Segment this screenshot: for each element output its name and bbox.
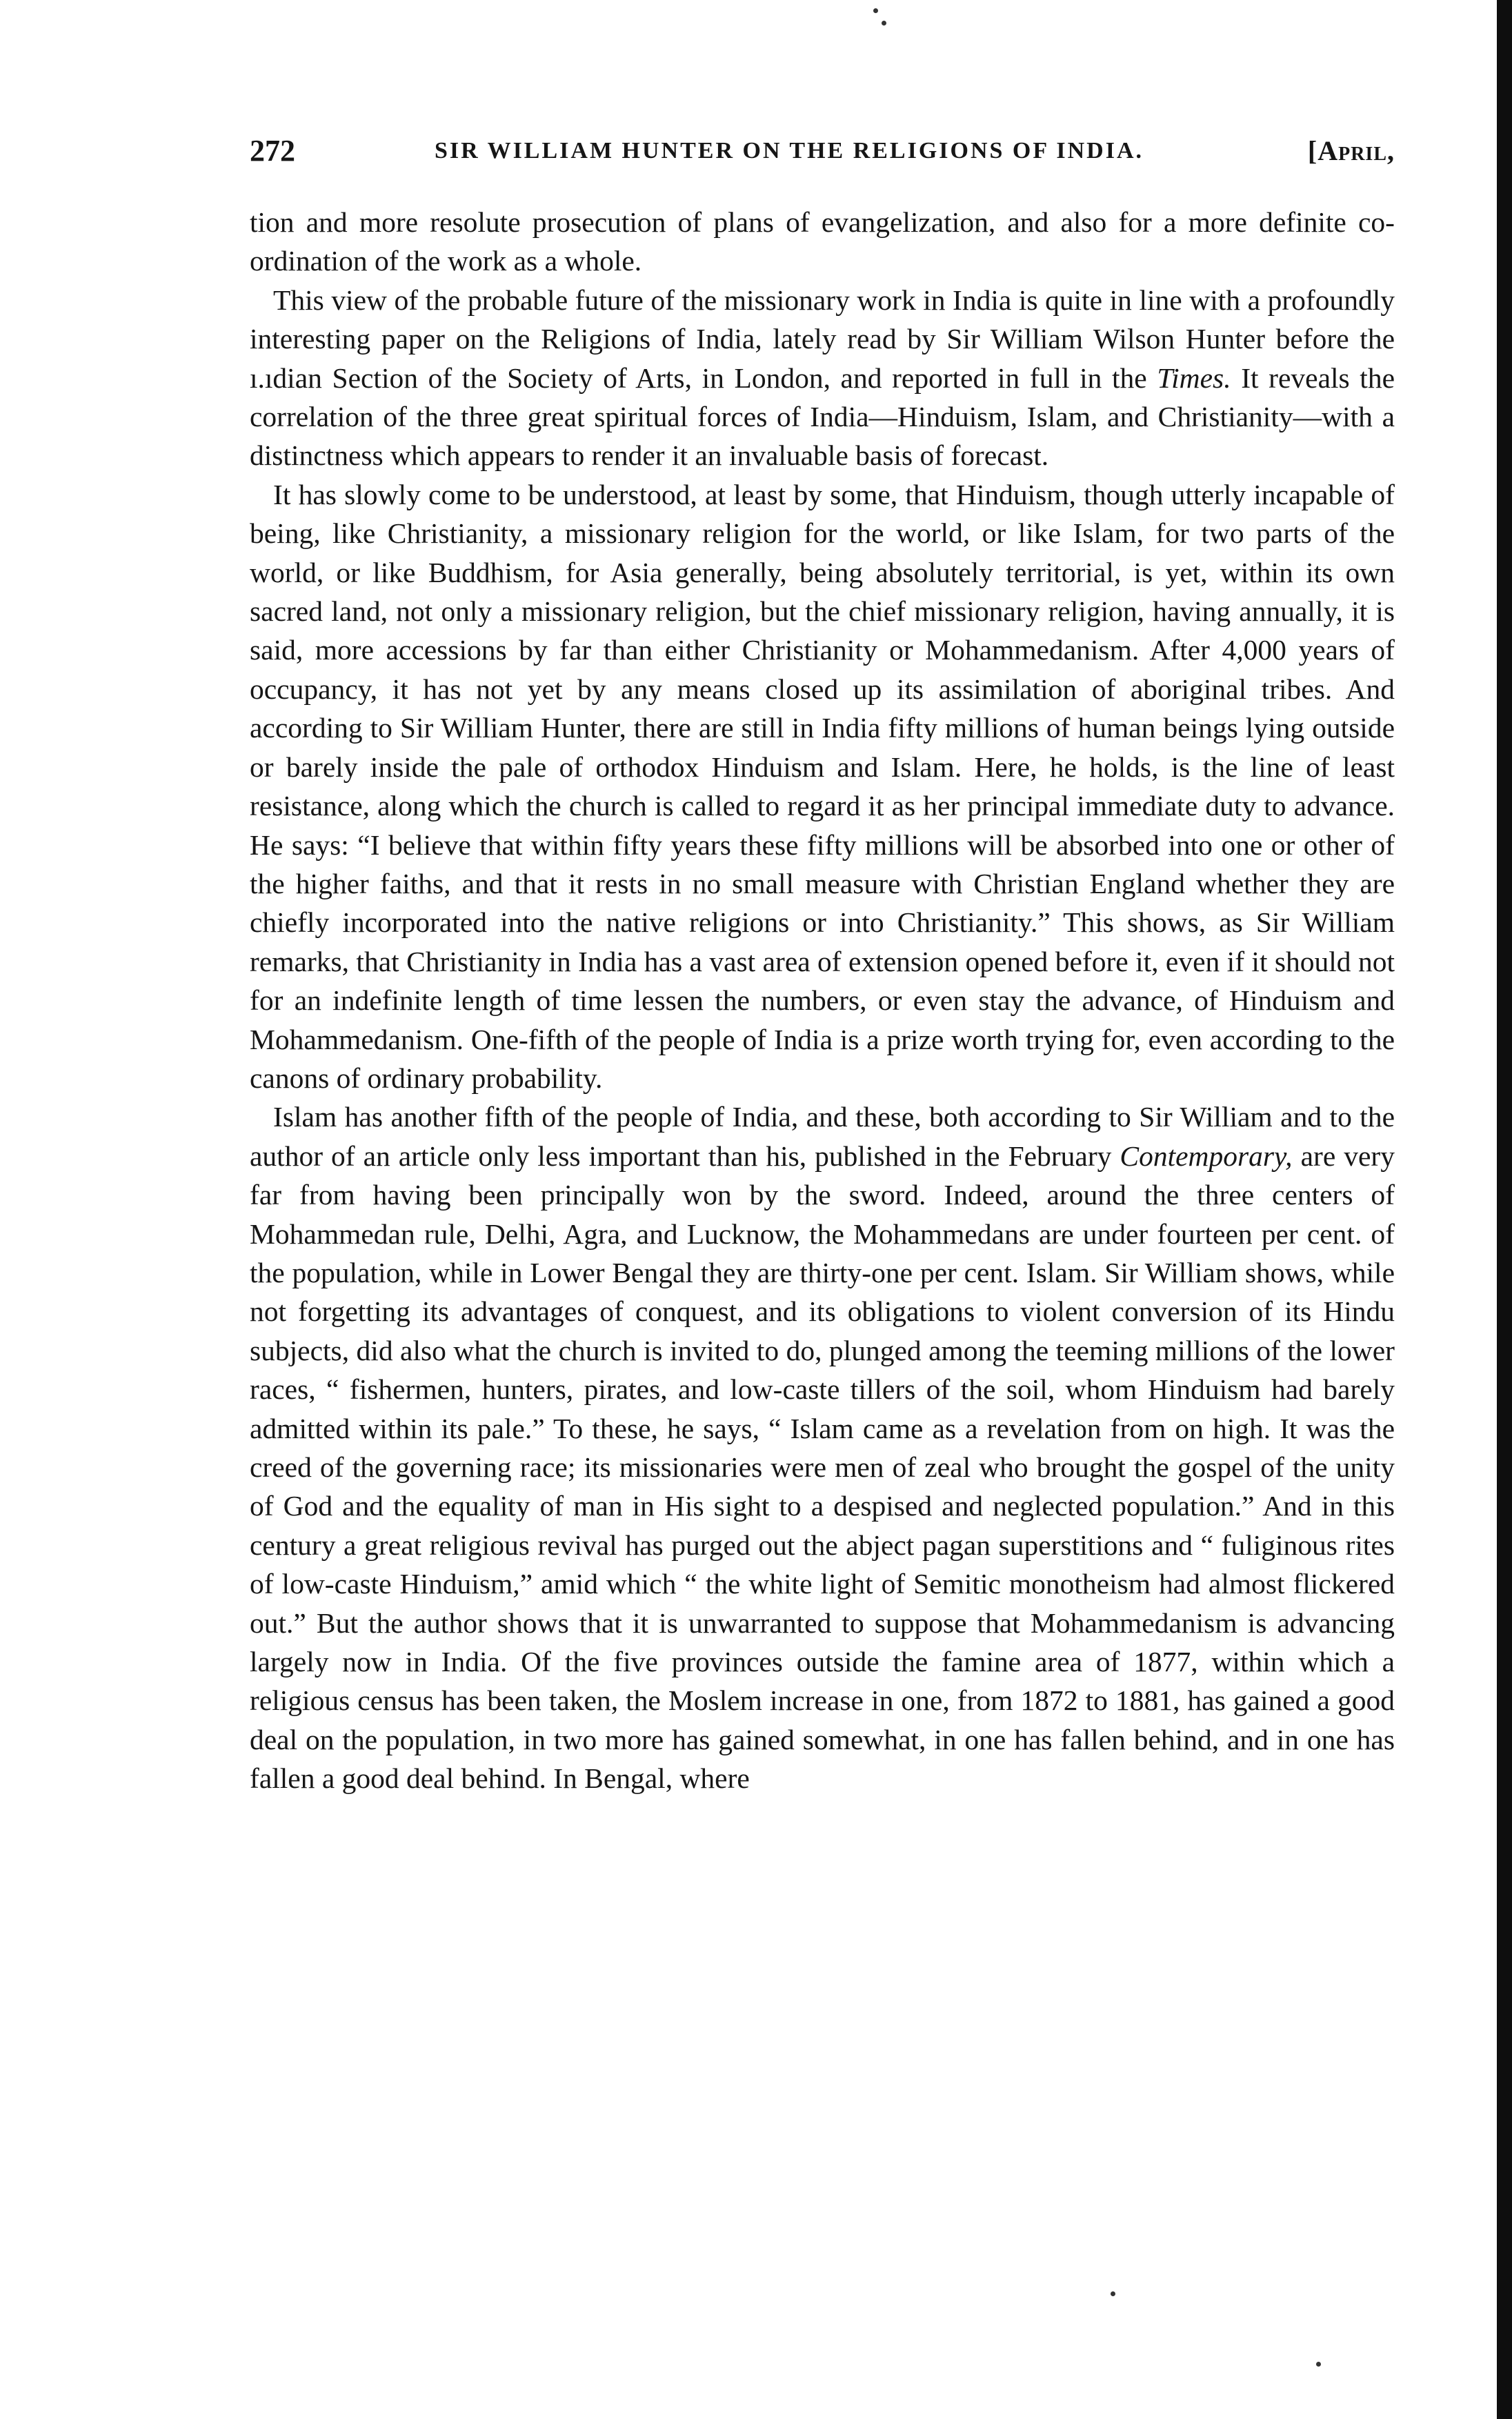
running-head xyxy=(250,130,1395,172)
issue-mark: [April, xyxy=(1307,135,1395,166)
running-title: SIR WILLIAM HUNTER ON THE RELIGIONS OF INDIA. xyxy=(435,138,1144,163)
page-edge-shadow xyxy=(1497,0,1512,2419)
scan-speck xyxy=(873,8,878,13)
article-body xyxy=(250,203,1395,1798)
document-page xyxy=(250,130,1395,1798)
scan-speck xyxy=(882,21,886,26)
paragraph xyxy=(250,475,1395,1098)
paragraph-text: Islam has another fifth of the people of India, and these, both according to Sir William and to the author of an article only less important than his, published in the February xyxy=(250,1101,1395,1172)
paragraph-text: are very far from having been principally won by the sword. Indeed, around the three centers of Mohammedan rule, Delhi, Agra, and Lucknow, the Mohammedans are under fourteen per cent. of the population, while in Lower Bengal they are thirty-one per cent. Islam. Sir William shows, while not forgetting its advantages of conquest, and its obligations to violent conversion of its Hindu subjects, did also what the church is invited to do, plunged among the teeming millions of the lower races, “ fishermen, hunters, pirates, and low-caste tillers of the soil, whom Hinduism had barely admitted within its pale.” To these, he says, “ Islam came as a revelation from on high. It was the creed of the governing race; its missionaries were men of zeal who brought the gospel of the unity of God and the equality of man in His sight to a despised and neglected population.” And in this century a great religious revival has purged out the abject pagan superstitions and “ fuliginous rites of low-caste Hinduism,” amid which “ the white light of Semitic monotheism had almost flickered out.” But the author shows that it is unwarranted to suppose that Mohammedanism is advancing largely now in India. Of the five provinces outside the famine area of 1877, within which a religious census has been taken, the Moslem increase in one, from 1872 to 1881, has gained a good deal on the population, in two more has gained somewhat, in one has fallen behind, and in one has fallen a good deal behind. In Bengal, where xyxy=(250,1139,1395,1795)
paragraph xyxy=(250,1097,1395,1798)
italic-title: Contemporary, xyxy=(1120,1139,1293,1172)
paragraph-text: This view of the probable future of the missionary work in India is quite in line with a profoundly interesting paper on the Religions of India, lately read by Sir William Wilson Hunter before the ı.ıdian Section of the Society of Arts, in London, and reported in full in the xyxy=(250,283,1395,394)
paragraph-text: tion and more resolute prosecution of plans of evangelization, and also for a more definite co-ordination of the work as a whole. xyxy=(250,206,1395,277)
scan-speck xyxy=(1111,2291,1115,2296)
paragraph-text: It has slowly come to be understood, at least by some, that Hinduism, though utterly incapable of being, like Christianity, a missionary religion for the world, or like Islam, for two parts of the world, or like Buddhism, for Asia generally, being absolutely territorial, is yet, within its own sacred land, not only a missionary religion, but the chief missionary religion, having annually, it is said, more accessions by far than either Christianity or Mohammedanism. After 4,000 years of occupancy, it has not yet by any means closed up its assimilation of aboriginal tribes. And according to Sir William Hunter, there are still in India fifty millions of human beings lying outside or barely inside the pale of orthodox Hinduism and Islam. Here, he holds, is the line of least resistance, along which the church is called to regard it as her principal immediate duty to advance. He says: “I believe that within fifty years these fifty millions will be absorbed into one or other of the higher faiths, and that it rests in no small measure with Christian England whether they are chiefly incorporated into the native religions or into Christianity.” This shows, as Sir William remarks, that Christianity in India has a vast area of extension opened before it, even if it should not for an indefinite length of time lessen the numbers, or even stay the advance, of Hinduism and Mohammedanism. One-fifth of the people of India is a prize worth trying for, even according to the canons of ordinary probability. xyxy=(250,478,1395,1094)
page-number: 272 xyxy=(250,134,295,168)
scan-speck xyxy=(1316,2362,1321,2367)
paragraph-text: It reveals the correlation of the three great spiritual forces of India—Hinduism, Islam, and Christianity—with a distinctness which appears to render it an invaluable basis of forecast. xyxy=(250,361,1395,472)
paragraph xyxy=(250,281,1395,475)
italic-title: Times. xyxy=(1157,361,1231,394)
paragraph xyxy=(250,203,1395,281)
